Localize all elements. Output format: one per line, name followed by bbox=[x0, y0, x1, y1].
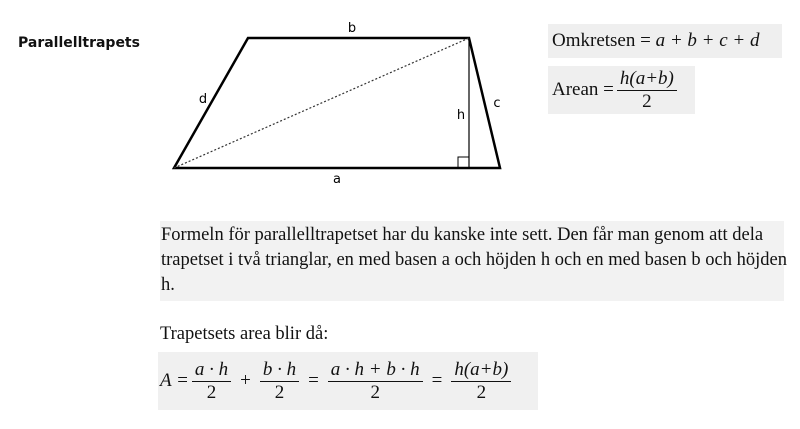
perimeter-formula bbox=[548, 24, 782, 58]
eq-term-1-num: a · h bbox=[192, 359, 231, 382]
eq-term-4-den: 2 bbox=[476, 381, 487, 403]
area-numerator: h(a+b) bbox=[617, 68, 677, 91]
label-b: b bbox=[347, 21, 357, 36]
eq-equals-1: = bbox=[308, 370, 319, 391]
label-h: h bbox=[456, 108, 466, 123]
eq-plus: + bbox=[240, 370, 251, 391]
trapezoid-shape bbox=[174, 38, 500, 168]
eq-term-3-den: 2 bbox=[370, 381, 380, 403]
eq-term-3-num: a · h + b · h bbox=[328, 359, 423, 382]
eq-term-1-den: 2 bbox=[206, 381, 217, 403]
label-d: d bbox=[198, 92, 208, 107]
eq-lhs: A = bbox=[160, 370, 189, 391]
page-heading: Parallelltrapets bbox=[18, 35, 140, 51]
label-c: c bbox=[493, 96, 501, 111]
area-fraction bbox=[617, 68, 677, 113]
area-denominator: 2 bbox=[642, 90, 652, 112]
area-title: Trapetsets area blir då: bbox=[160, 324, 329, 344]
area-label: Arean = bbox=[552, 79, 614, 100]
area-equation bbox=[158, 352, 538, 410]
label-a: a bbox=[333, 172, 341, 187]
eq-term-2-num: b · h bbox=[260, 359, 299, 382]
eq-term-1 bbox=[192, 359, 231, 404]
explanation-box bbox=[160, 221, 787, 301]
diagonal-line bbox=[174, 38, 469, 168]
area-formula bbox=[548, 66, 695, 114]
eq-term-2 bbox=[260, 359, 299, 404]
eq-term-4-num: h(a+b) bbox=[451, 359, 511, 382]
perimeter-label: Omkretsen = bbox=[552, 30, 651, 51]
eq-term-2-den: 2 bbox=[274, 381, 285, 403]
right-angle-marker bbox=[458, 157, 469, 168]
eq-equals-2: = bbox=[431, 370, 443, 391]
perimeter-expression: a + b + c + d bbox=[655, 30, 760, 51]
explanation-text: Formeln för parallelltrapetset har du kanske inte sett. Den får man genom att dela trapetset i två trianglar, en med basen a och höjden h och en med basen b och höjden h. bbox=[161, 225, 787, 295]
eq-term-3 bbox=[328, 359, 423, 404]
eq-term-4 bbox=[451, 359, 511, 404]
